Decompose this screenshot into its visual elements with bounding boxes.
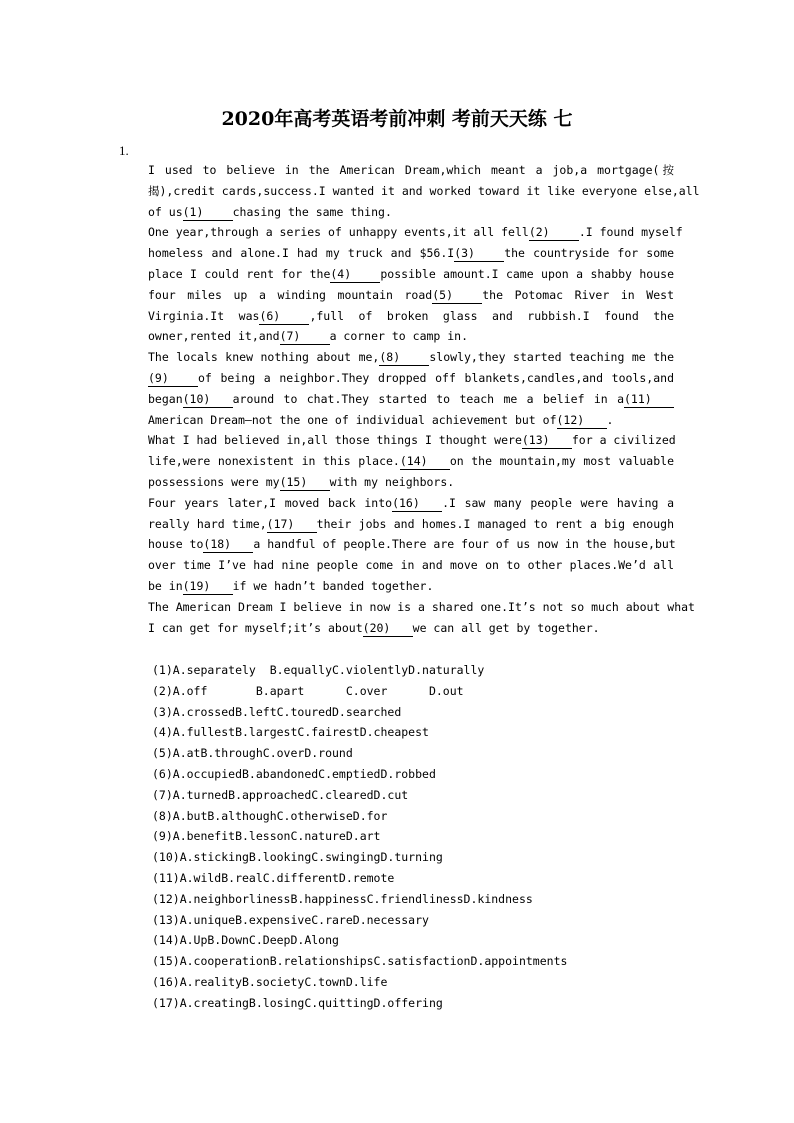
page-title: 2020年高考英语考前冲刺 考前天天练 七 [221, 108, 573, 130]
answer-blank: (20) [363, 621, 413, 637]
option-line: (5)A.atB.throughC.overD.round [152, 746, 353, 761]
passage-text: four miles up a winding mountain road [148, 287, 433, 302]
option-line: (13)A.uniqueB.expensiveC.rareD.necessary [152, 912, 429, 927]
option-line: (4)A.fullestB.largestC.fairestD.cheapest [152, 725, 429, 740]
passage-text: a corner to camp in. [329, 329, 469, 344]
passage-line [148, 472, 674, 493]
option-line: (15)A.cooperationB.relationshipsC.satisfactionD.appointments [152, 954, 568, 969]
passage-text: a handful of people.There are four of us now in the house,but [253, 537, 676, 552]
answer-blank: (15) [280, 475, 330, 491]
passage-text: on the mountain,my most valuable [449, 454, 674, 469]
passage-text: life,were nonexistent in this place. [148, 454, 400, 469]
answer-blank: (1) [183, 205, 233, 221]
passage-text: the countryside for some [504, 246, 675, 261]
passage-text: What I had believed in,all those things I thought were [148, 433, 522, 448]
passage-text: Virginia.It was [148, 308, 260, 323]
answer-blank: (6) [259, 309, 309, 325]
passage-text: The American Dream I believe in now is a shared one.It’s not so much about what [148, 599, 695, 614]
cloze-passage [148, 160, 700, 638]
passage-line [148, 555, 674, 576]
passage-line [148, 202, 674, 223]
option-line: (8)A.butB.althoughC.otherwiseD.for [152, 808, 388, 823]
passage-text: Four years later,I moved back into [148, 495, 393, 510]
option-line: (2)A.off B.apart C.over D.out [152, 683, 464, 698]
passage-text: possessions were my [148, 474, 280, 489]
passage-text: of us [148, 204, 183, 219]
passage-text: the Potomac River in West [482, 287, 674, 302]
passage-text: I used to believe in the American Dream,which meant a job,a mortgage(按 [148, 163, 674, 177]
passage-text: .I saw many people were having a [442, 495, 674, 510]
answer-blank: (7) [280, 329, 330, 345]
option-line: (14)A.UpB.DownC.DeepD.Along [152, 933, 339, 948]
answer-blank: (4) [330, 267, 380, 283]
option-line: (6)A.occupiedB.abandonedC.emptiedD.robbed [152, 766, 436, 781]
passage-text: over time I’ve had nine people come in and move on to other places.We’d all [148, 558, 674, 573]
option-line: (12)A.neighborlinessB.happinessC.friendlinessD.kindness [152, 891, 533, 906]
passage-text: . [606, 412, 614, 427]
option-line: (11)A.wildB.realC.differentD.remote [152, 870, 395, 885]
answer-options-list [152, 660, 712, 1014]
passage-line [148, 306, 674, 327]
passage-text: for a civilized [571, 433, 676, 448]
answer-blank: (9) [148, 371, 198, 387]
answer-blank: (12) [557, 413, 607, 429]
answer-blank: (19) [183, 579, 233, 595]
answer-blank: (18) [203, 537, 253, 553]
passage-line [148, 534, 674, 555]
passage-text: place I could rent for the [148, 266, 331, 281]
option-line: (16)A.realityB.societyC.townD.life [152, 974, 388, 989]
passage-line [148, 597, 695, 618]
passage-line [148, 576, 674, 597]
passage-text: homeless and alone.I had my truck and $56.I [148, 246, 455, 261]
passage-text: began [148, 391, 183, 406]
answer-blank: (2) [529, 225, 579, 241]
answer-blank: (8) [379, 350, 429, 366]
passage-line [148, 410, 674, 431]
passage-line [148, 430, 674, 451]
passage-line [148, 451, 674, 472]
passage-text: ,full of broken glass and rubbish.I found the [309, 308, 675, 323]
answer-blank: (17) [267, 517, 317, 533]
option-line: (10)A.stickingB.lookingC.swingingD.turning [152, 850, 443, 865]
passage-text: with my neighbors. [329, 474, 455, 489]
passage-line [148, 222, 683, 243]
option-line: (3)A.crossedB.leftC.touredD.searched [152, 704, 402, 719]
passage-line [148, 514, 674, 535]
passage-text: around to chat.They started to teach me a belief in a [232, 391, 624, 406]
answer-blank: (14) [400, 454, 450, 470]
passage-line [148, 618, 674, 639]
answer-blank: (16) [392, 496, 442, 512]
passage-text: of being a neighbor.They dropped off blankets,candles,and tools,and [198, 370, 674, 385]
passage-text: really hard time, [148, 516, 267, 531]
passage-text: be in [148, 578, 183, 593]
passage-text: chasing the same thing. [232, 204, 392, 219]
passage-text: we can all get by together. [412, 620, 600, 635]
passage-text: house to [148, 537, 204, 552]
passage-text: possible amount.I came upon a shabby house [380, 266, 674, 281]
passage-line [148, 368, 674, 389]
passage-line [148, 493, 674, 514]
option-line: (17)A.creatingB.losingC.quittingD.offering [152, 995, 443, 1010]
passage-text: One year,through a series of unhappy events,it all fell [148, 225, 529, 240]
option-line: (9)A.benefitB.lessonC.natureD.art [152, 829, 381, 844]
option-line: (1)A.separately B.equallyC.violentlyD.naturally [152, 663, 485, 677]
passage-line [148, 326, 674, 347]
answer-blank: (11) [624, 392, 674, 408]
question-number: 1. [119, 143, 129, 158]
answer-blank: (10) [183, 392, 233, 408]
passage-line [148, 347, 674, 368]
passage-line [148, 264, 674, 285]
answer-blank: (3) [454, 246, 504, 262]
passage-line [148, 389, 674, 410]
answer-blank: (5) [432, 288, 482, 304]
passage-text: if we hadn’t banded together. [232, 578, 434, 593]
passage-text: their jobs and homes.I managed to rent a big enough [316, 516, 675, 531]
passage-text: 揭),credit cards,success.I wanted it and worked toward it like everyone else,all [148, 183, 700, 198]
passage-text: American Dream—not the one of individual achievement but of [148, 412, 557, 427]
passage-text: slowly,they started teaching me the [429, 350, 675, 365]
passage-line [148, 181, 700, 202]
passage-line [148, 243, 674, 264]
answer-blank: (13) [522, 433, 572, 449]
passage-line [148, 285, 674, 306]
option-line: (7)A.turnedB.approachedC.clearedD.cut [152, 787, 409, 802]
passage-text: I can get for myself;it’s about [148, 620, 363, 635]
passage-text: owner,rented it,and [148, 329, 280, 344]
passage-text: The locals knew nothing about me, [148, 350, 380, 365]
passage-line [148, 160, 674, 181]
passage-text: .I found myself [578, 225, 683, 240]
